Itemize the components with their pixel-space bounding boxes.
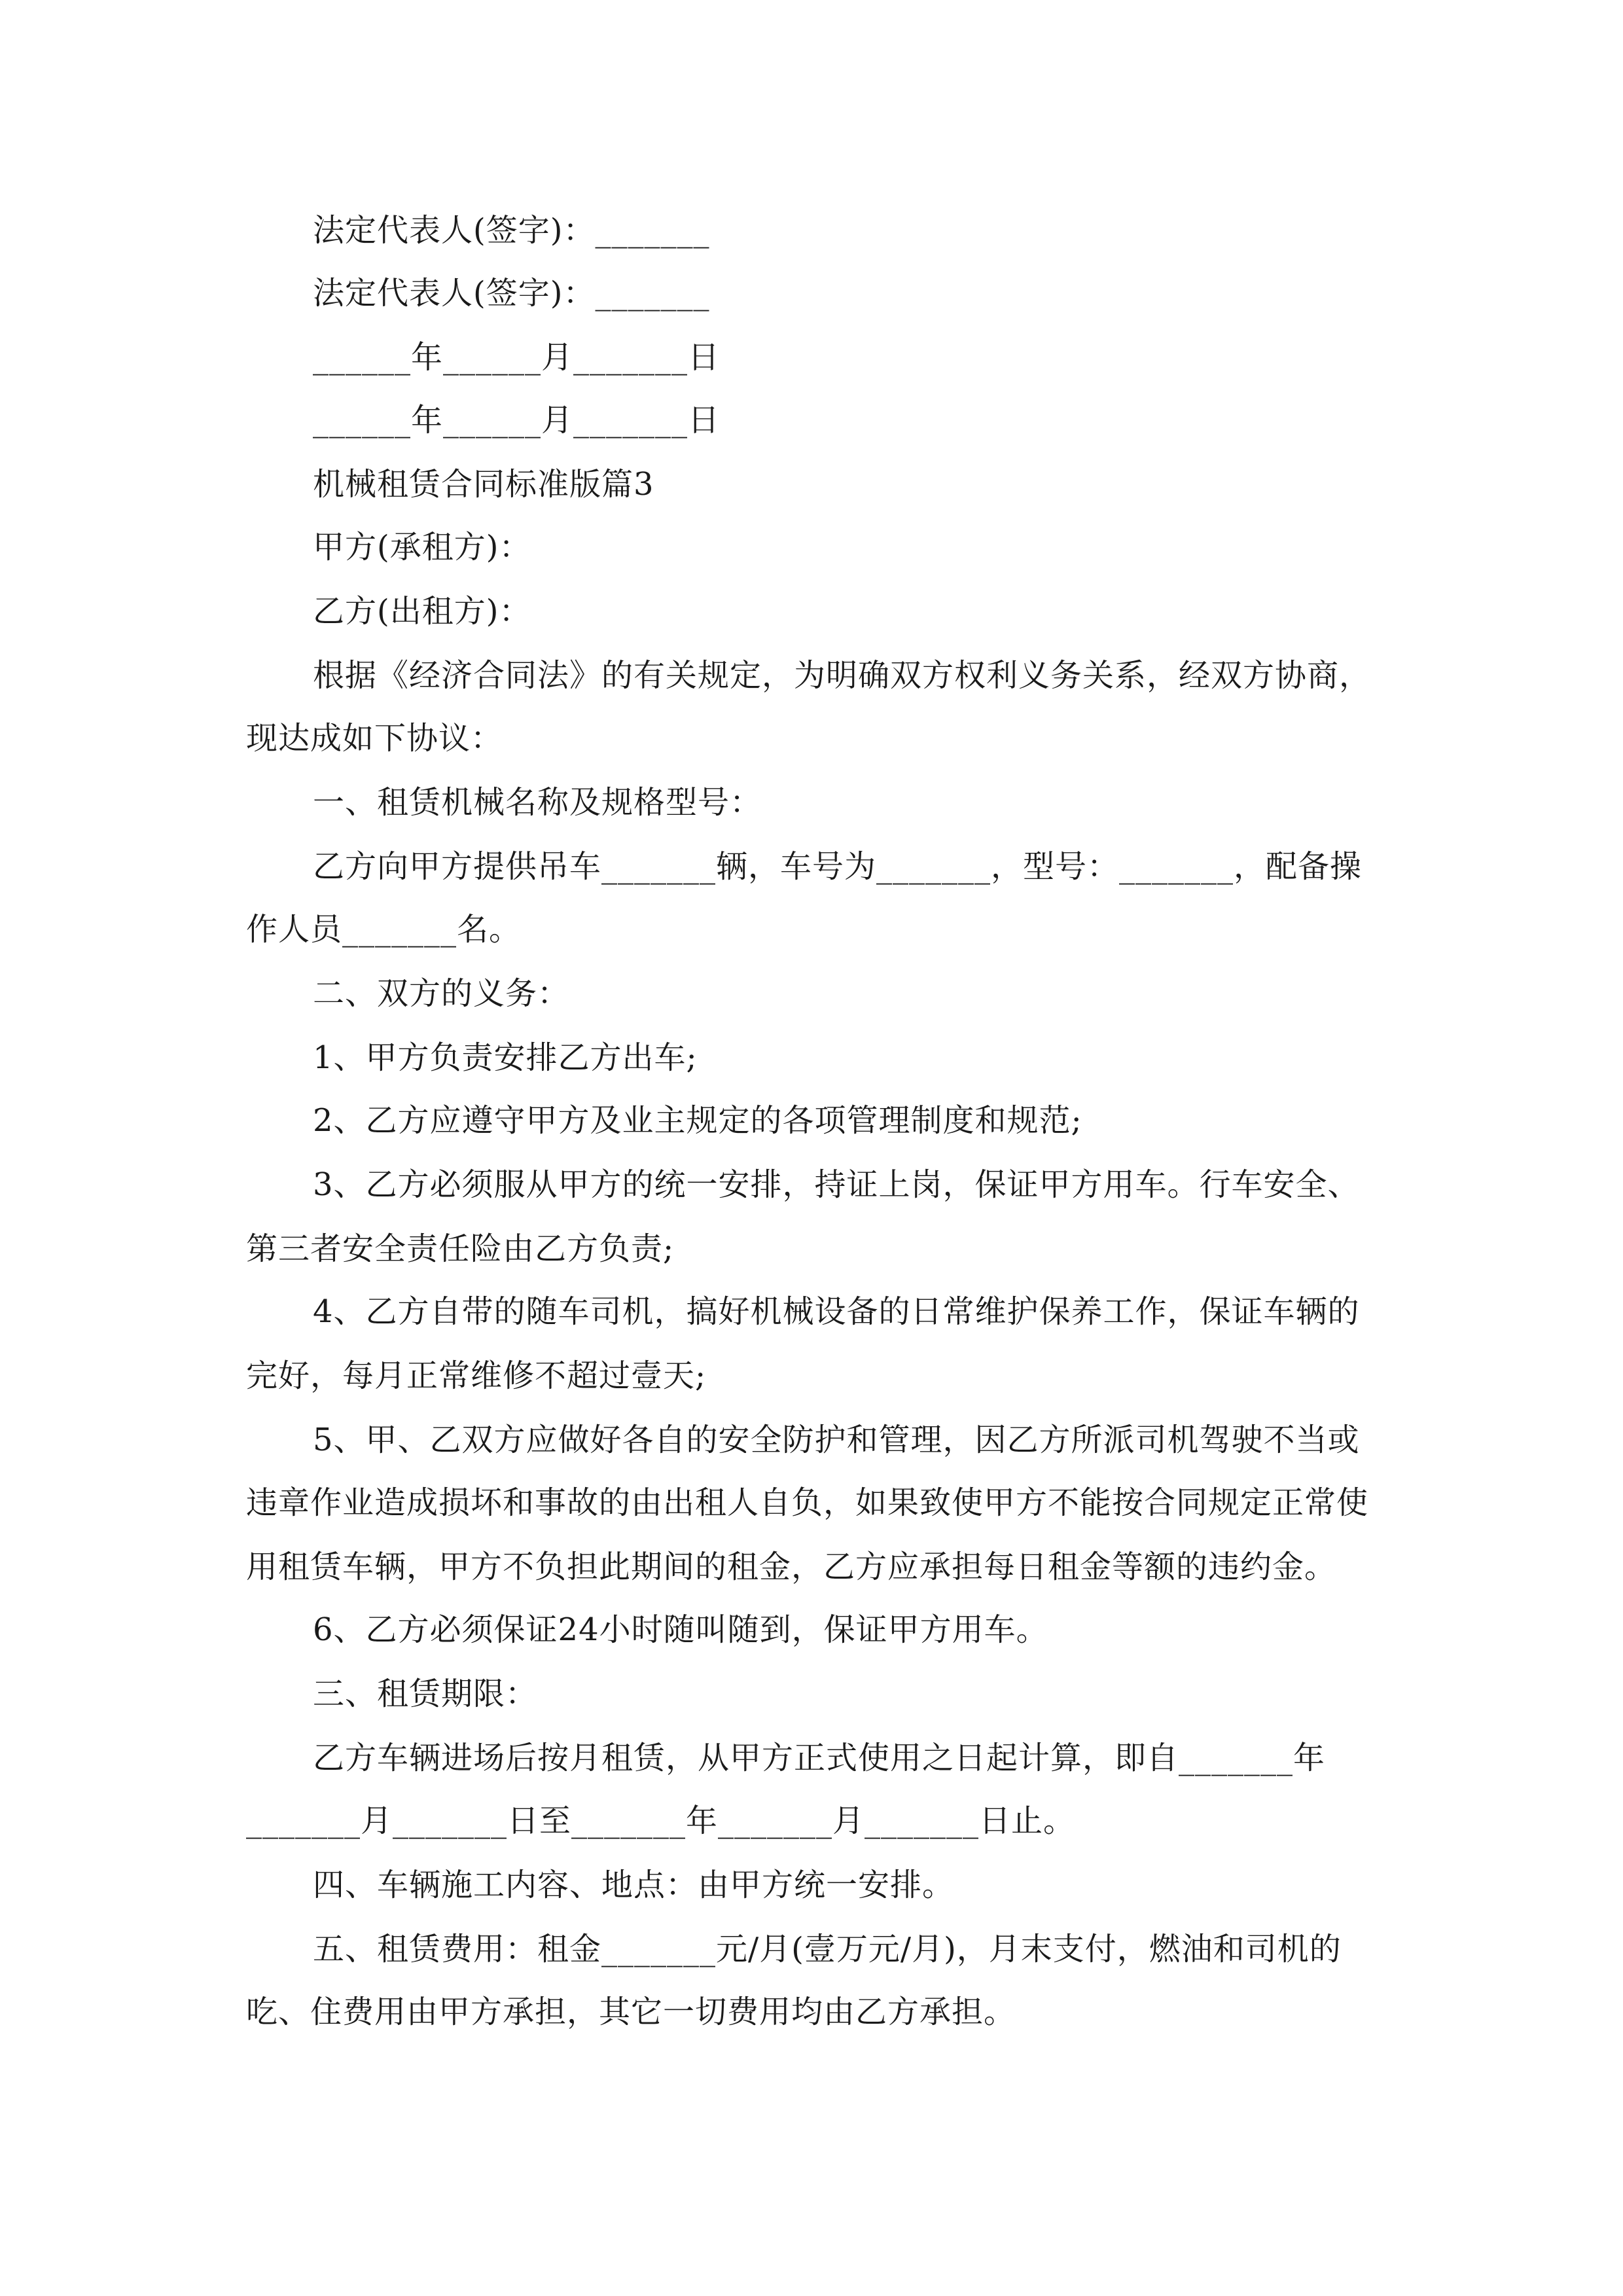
clause-heading-5: 五、租赁费用：租金_______元/月(壹万元/月)，月末支付，燃油和司机的: [313, 1931, 1342, 1967]
signature-line-1: 法定代表人(签字)：_______: [313, 212, 710, 249]
signature-line-2: 法定代表人(签字)：_______: [313, 275, 710, 312]
paragraph-line: 根据《经济合同法》的有关规定，为明确双方权利义务关系，经双方协商，: [313, 657, 1372, 694]
paragraph-line: 乙方向甲方提供吊车_______辆，车号为_______，型号：_______，配备操: [313, 848, 1363, 885]
clause-heading-3: 三、租赁期限：: [313, 1676, 538, 1712]
clause-heading-1: 一、租赁机械名称及规格型号：: [313, 784, 762, 821]
list-item: 4、乙方自带的随车司机，搞好机械设备的日常维护保养工作，保证车辆的: [313, 1293, 1360, 1330]
paragraph-line: 吃、住费用由甲方承担，其它一切费用均由乙方承担。: [246, 1994, 1016, 2030]
list-item: 5、甲、乙双方应做好各自的安全防护和管理，因乙方所派司机驾驶不当或: [313, 1422, 1360, 1458]
list-item-continuation: 第三者安全责任险由乙方负责;: [246, 1230, 675, 1267]
list-item-continuation: 违章作业造成损坏和事故的由出租人自负，如果致使甲方不能按合同规定正常使: [246, 1484, 1369, 1521]
list-item: 1、甲方负责安排乙方出车;: [313, 1039, 698, 1076]
paragraph-line: 现达成如下协议：: [246, 720, 503, 757]
paragraph-line: 乙方车辆进场后按月租赁，从甲方正式使用之日起计算，即自_______年: [313, 1740, 1326, 1776]
clause-heading-2: 二、双方的义务：: [313, 975, 570, 1012]
paragraph-line: 作人员_______名。: [246, 911, 522, 948]
list-item: 2、乙方应遵守甲方及业主规定的各项管理制度和规范;: [313, 1102, 1082, 1139]
list-item: 6、乙方必须保证24小时随叫随到，保证甲方用车。: [313, 1611, 1048, 1648]
clause-heading-4: 四、车辆施工内容、地点：由甲方统一安排。: [313, 1867, 955, 1903]
list-item: 3、乙方必须服从甲方的统一安排，持证上岗，保证甲方用车。行车安全、: [313, 1166, 1360, 1203]
date-line-2: ______年______月_______日: [313, 402, 721, 439]
party-a: 甲方(承租方)：: [313, 529, 531, 565]
paragraph-line: _______月_______日至_______年_______月_______日止。: [246, 1803, 1076, 1839]
list-item-continuation: 用租赁车辆，甲方不负担此期间的租金，乙方应承担每日租金等额的违约金。: [246, 1549, 1337, 1585]
date-line-1: ______年______月_______日: [313, 339, 721, 376]
party-b: 乙方(出租方)：: [313, 593, 531, 630]
section-title: 机械租赁合同标准版篇3: [313, 466, 654, 503]
list-item-continuation: 完好，每月正常维修不超过壹天;: [246, 1357, 707, 1394]
